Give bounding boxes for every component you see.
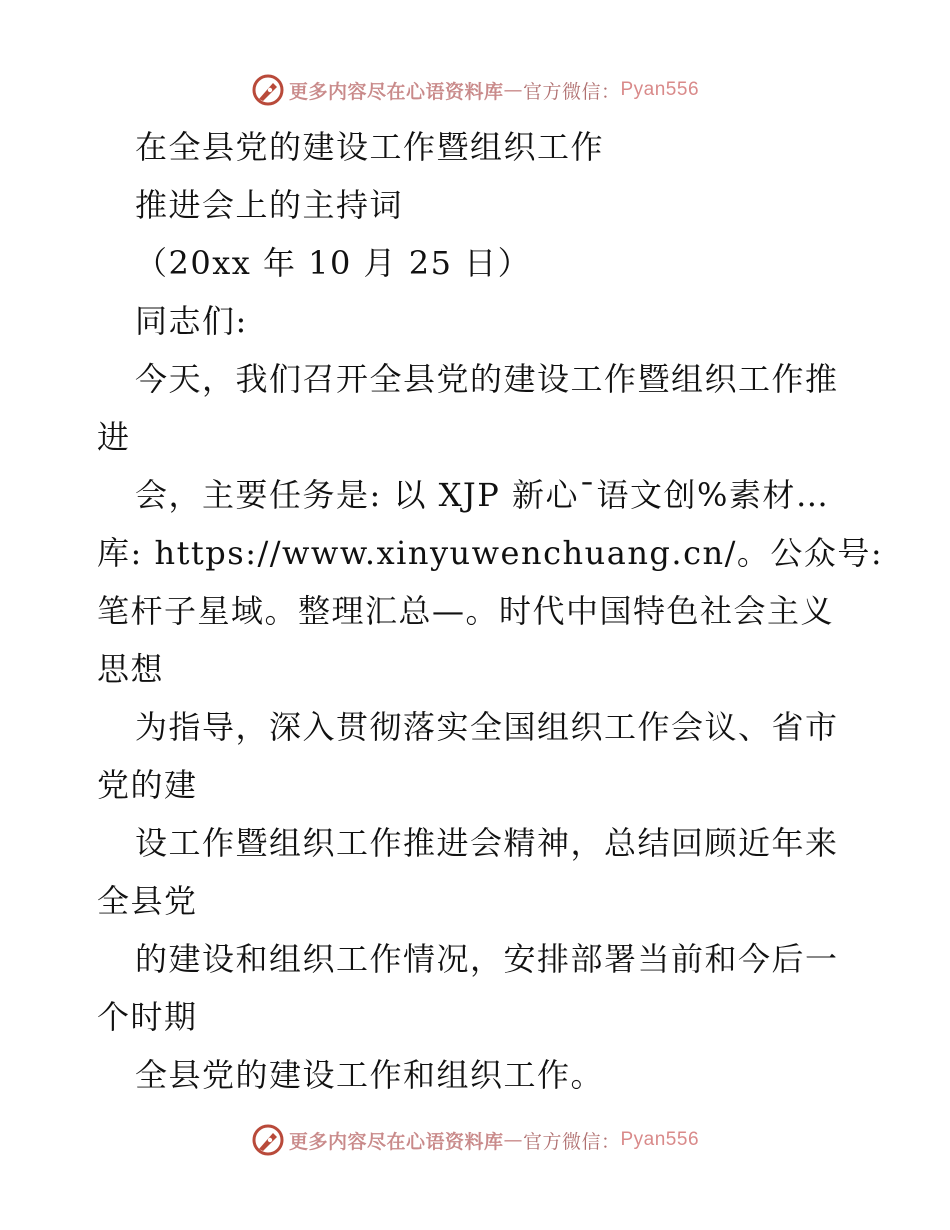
pen-nib-circle-icon xyxy=(251,73,285,107)
watermark-wechat-id: Pyan556 xyxy=(620,79,700,100)
document-line: 在全县党的建设工作暨组织工作 xyxy=(135,128,605,166)
pen-nib-circle-icon xyxy=(251,1123,285,1157)
watermark-wechat-id: Pyan556 xyxy=(620,1129,700,1150)
document-line: 会，主要任务是: 以 XJP 新心¯语文创%素材… xyxy=(135,476,830,514)
watermark-separator: — xyxy=(503,79,523,101)
document-line: 库: https://www.xinyuwenchuang.cn/。公众号: xyxy=(97,534,884,572)
document-line: 今天，我们召开全县党的建设工作暨组织工作推 xyxy=(135,360,839,398)
watermark-header xyxy=(0,70,950,110)
watermark-footer xyxy=(0,1120,950,1160)
watermark-main-text: 更多内容尽在心语资料库 xyxy=(288,1130,504,1153)
document-line: 党的建 xyxy=(97,766,198,804)
document-line: 设工作暨组织工作推进会精神，总结回顾近年来 xyxy=(135,824,839,862)
watermark-wechat-label: 官方微信： xyxy=(522,80,621,103)
document-body xyxy=(97,118,884,1104)
document-line: 全县党 xyxy=(97,882,198,920)
document-line: 全县党的建设工作和组织工作。 xyxy=(135,1056,605,1094)
watermark-main-text: 更多内容尽在心语资料库 xyxy=(288,80,504,103)
document-line: （20xx 年 10 月 25 日） xyxy=(135,244,532,282)
document-line: 笔杆子星域。整理汇总—。时代中国特色社会主义 xyxy=(97,592,835,630)
document-line: 的建设和组织工作情况，安排部署当前和今后一 xyxy=(135,940,839,978)
document-line: 个时期 xyxy=(97,998,198,1036)
watermark-wechat-label: 官方微信： xyxy=(522,1130,621,1153)
document-line: 思想 xyxy=(97,650,165,688)
document-line: 推进会上的主持词 xyxy=(135,186,404,224)
document-line: 同志们: xyxy=(135,302,248,340)
document-line: 为指导，深入贯彻落实全国组织工作会议、省市 xyxy=(135,708,839,746)
document-line: 进 xyxy=(97,418,131,456)
watermark-separator: — xyxy=(503,1129,523,1151)
